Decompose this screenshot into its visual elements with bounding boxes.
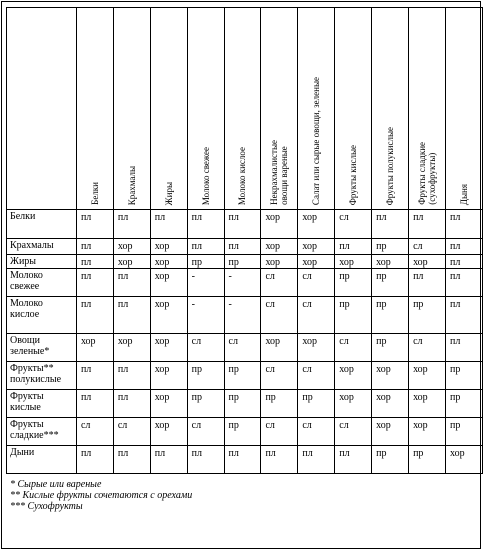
table-cell: хор — [298, 210, 335, 239]
table-cell: хор — [261, 239, 298, 255]
table-cell: сл — [335, 418, 372, 446]
footnote: *** Сухофрукты — [10, 501, 83, 512]
table-cell: сл — [298, 269, 335, 297]
table-cell: хор — [150, 255, 187, 269]
table-cell: сл — [187, 418, 224, 446]
table-row — [7, 210, 483, 239]
table-cell: пл — [76, 297, 113, 334]
table-cell: хор — [113, 239, 150, 255]
table-cell: сл — [298, 362, 335, 390]
row-header: Белки — [7, 210, 77, 239]
table-row — [7, 334, 483, 362]
table-cell: пр — [372, 297, 409, 334]
column-header-row — [7, 8, 483, 210]
table-cell: пл — [335, 239, 372, 255]
table-cell: хор — [409, 418, 446, 446]
table-cell: пл — [113, 297, 150, 334]
table-cell: пр — [224, 418, 261, 446]
col-header: Фрукты кислые — [335, 8, 372, 210]
table-cell: сл — [187, 334, 224, 362]
table-cell: хор — [372, 418, 409, 446]
table-row — [7, 269, 483, 297]
table-cell: сл — [224, 334, 261, 362]
table-cell: хор — [335, 255, 372, 269]
table-cell: сл — [261, 297, 298, 334]
table-cell: хор — [335, 362, 372, 390]
table-cell: хор — [409, 255, 446, 269]
table-cell: пр — [409, 446, 446, 474]
table-cell: пр — [224, 362, 261, 390]
table-cell: хор — [298, 334, 335, 362]
table-cell: пл — [445, 239, 482, 255]
table-cell: пл — [113, 446, 150, 474]
row-header: Молоко свежее — [7, 269, 77, 297]
table-cell: хор — [150, 239, 187, 255]
table-row — [7, 362, 483, 390]
table-cell: пр — [372, 239, 409, 255]
table-cell: сл — [261, 362, 298, 390]
table-cell: хор — [150, 297, 187, 334]
col-header: Салат или сырые овощи, зеленые — [298, 8, 335, 210]
table-cell: пр — [445, 418, 482, 446]
table-cell: сл — [261, 269, 298, 297]
table-cell: пр — [445, 390, 482, 418]
table-cell: хор — [261, 334, 298, 362]
table-cell: хор — [150, 269, 187, 297]
table-cell: хор — [372, 390, 409, 418]
table-cell: пр — [372, 269, 409, 297]
table-cell: пл — [445, 297, 482, 334]
table-cell: пл — [113, 362, 150, 390]
footnote: * Сырые или вареные — [10, 479, 102, 490]
footnotes — [10, 479, 192, 512]
table-cell: пр — [261, 390, 298, 418]
table-cell: пл — [261, 446, 298, 474]
table-cell: хор — [409, 362, 446, 390]
table-cell: хор — [335, 390, 372, 418]
row-header: Фрукты кислые — [7, 390, 77, 418]
table-cell: пл — [187, 446, 224, 474]
table-cell: пр — [409, 297, 446, 334]
col-header: Молоко кислое — [224, 8, 261, 210]
row-header: Молоко кислое — [7, 297, 77, 334]
table-cell: - — [224, 269, 261, 297]
food-combination-table — [6, 7, 483, 474]
table-cell: пл — [187, 210, 224, 239]
col-header: Некрахмалистые овощи вареные — [261, 8, 298, 210]
table-cell: пл — [224, 446, 261, 474]
table-cell: - — [187, 297, 224, 334]
row-header: Жиры — [7, 255, 77, 269]
table-cell: пл — [224, 210, 261, 239]
table-cell: сл — [335, 334, 372, 362]
table-row — [7, 390, 483, 418]
table-cell: хор — [150, 390, 187, 418]
table-cell: сл — [76, 418, 113, 446]
table-cell: сл — [113, 418, 150, 446]
row-header: Крахмалы — [7, 239, 77, 255]
table-cell: хор — [150, 334, 187, 362]
table-cell: пл — [409, 210, 446, 239]
table-cell: хор — [372, 362, 409, 390]
table-cell: сл — [298, 297, 335, 334]
table-cell: хор — [372, 255, 409, 269]
table-cell: хор — [113, 334, 150, 362]
table-cell: сл — [261, 418, 298, 446]
col-header: Фрукты полукислые — [372, 8, 409, 210]
table-cell: хор — [409, 390, 446, 418]
table-cell: хор — [261, 210, 298, 239]
table-cell: пл — [113, 390, 150, 418]
table-row — [7, 297, 483, 334]
table-cell: - — [224, 297, 261, 334]
row-header: Овощи зеленые* — [7, 334, 77, 362]
row-header: Фрукты** полукислые — [7, 362, 77, 390]
table-cell: пр — [187, 255, 224, 269]
table-cell: пр — [187, 390, 224, 418]
table-cell: пл — [445, 255, 482, 269]
table-cell: пл — [445, 269, 482, 297]
table-cell: хор — [445, 446, 482, 474]
table-cell: пр — [445, 362, 482, 390]
table-cell: пл — [150, 210, 187, 239]
table-cell: пл — [372, 210, 409, 239]
table-cell: хор — [113, 255, 150, 269]
table-cell: пл — [76, 390, 113, 418]
table-cell: пр — [335, 269, 372, 297]
table-cell: пл — [445, 210, 482, 239]
table-cell: пл — [445, 334, 482, 362]
table-cell: пл — [187, 239, 224, 255]
table-cell: пр — [298, 390, 335, 418]
col-header: Фрукты сладкие (сухофрукты) — [409, 8, 446, 210]
col-header: Крахмалы — [113, 8, 150, 210]
table-cell: хор — [76, 334, 113, 362]
table-cell: пр — [372, 446, 409, 474]
table-cell: сл — [335, 210, 372, 239]
table-cell: пл — [335, 446, 372, 474]
table-cell: пл — [76, 210, 113, 239]
table-cell: пр — [224, 390, 261, 418]
table-cell: хор — [298, 255, 335, 269]
col-header: Молоко свежее — [187, 8, 224, 210]
table-cell: - — [187, 269, 224, 297]
table-cell: пл — [76, 239, 113, 255]
corner-cell — [7, 8, 77, 210]
table-cell: пр — [335, 297, 372, 334]
table-cell: сл — [409, 334, 446, 362]
table-cell: пл — [409, 269, 446, 297]
table-cell: хор — [150, 418, 187, 446]
footnote: ** Кислые фрукты сочетаются с орехами — [10, 490, 193, 501]
table-cell: сл — [409, 239, 446, 255]
table-cell: пр — [372, 334, 409, 362]
table-cell: пр — [224, 255, 261, 269]
table-cell: пл — [113, 269, 150, 297]
table-cell: пл — [76, 362, 113, 390]
table-cell: хор — [298, 239, 335, 255]
col-header: Жиры — [150, 8, 187, 210]
row-header: Фрукты сладкие*** — [7, 418, 77, 446]
table-cell: пл — [76, 446, 113, 474]
table-cell: сл — [298, 418, 335, 446]
table-row — [7, 446, 483, 474]
table-cell: хор — [261, 255, 298, 269]
table-cell: хор — [150, 362, 187, 390]
table-cell: пл — [224, 239, 261, 255]
table-cell: пл — [113, 210, 150, 239]
row-header: Дыни — [7, 446, 77, 474]
table-row — [7, 255, 483, 269]
table-row — [7, 418, 483, 446]
table-cell: пр — [187, 362, 224, 390]
col-header: Дыня — [445, 8, 482, 210]
table-cell: пл — [76, 255, 113, 269]
col-header: Белки — [76, 8, 113, 210]
table-cell: пл — [76, 269, 113, 297]
table-cell: пл — [298, 446, 335, 474]
table-cell: пл — [150, 446, 187, 474]
table-row — [7, 239, 483, 255]
